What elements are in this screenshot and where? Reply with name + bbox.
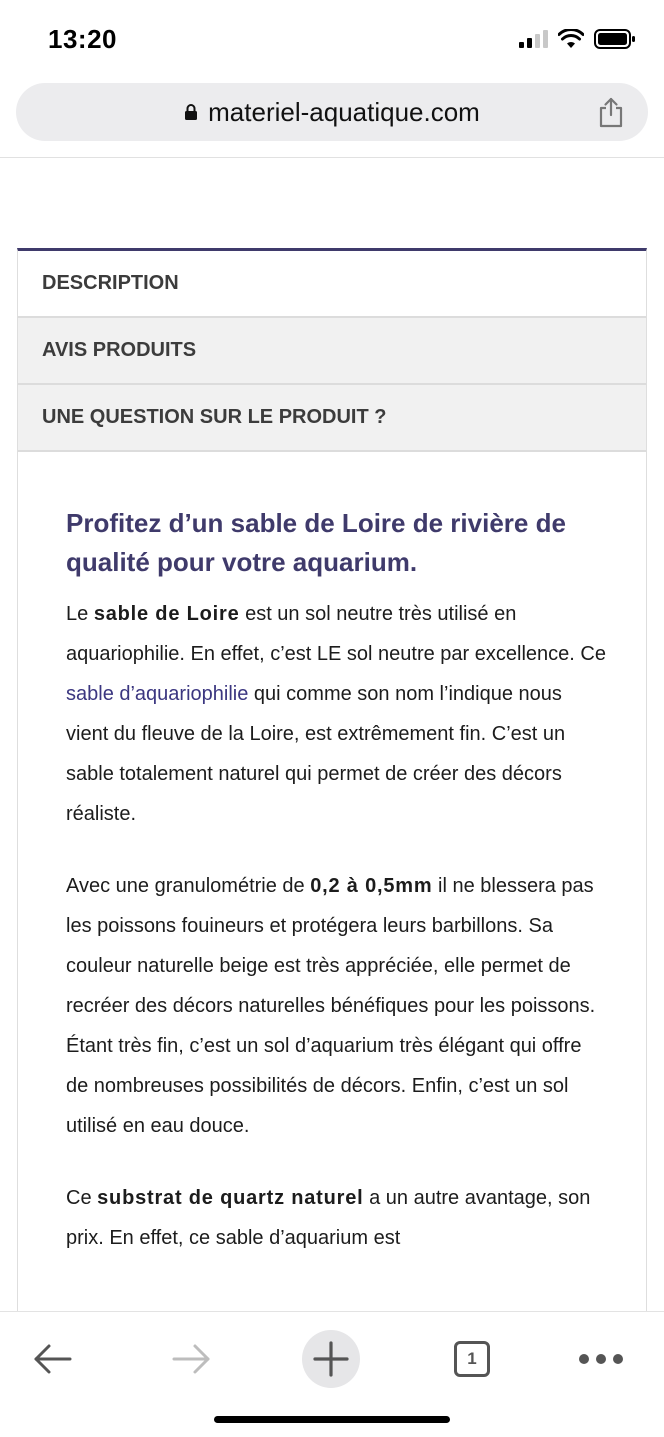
plus-icon	[312, 1340, 350, 1378]
product-tabs	[17, 248, 647, 452]
bold-text: sable de Loire	[93, 603, 240, 625]
bold-text: substrat de quartz naturel	[97, 1187, 364, 1209]
text: Ce	[66, 1187, 98, 1209]
text: il ne blessera pas les poissons fouineurs et protégera leurs barbillons. Sa couleur naturelle beige est très appréciée, elle permet de recréer des décors naturelles bénéfiques pour les poissons. Étant très fin, c’est un sol d’aquarium très élégant qui offre de nombreuses possibilités de décors. Enfin, c’est un sol utilisé en eau douce.	[66, 875, 596, 1137]
paragraph-2	[66, 866, 606, 1146]
status-icons	[519, 28, 636, 50]
new-tab-button[interactable]	[302, 1330, 360, 1388]
lock-icon	[184, 103, 198, 121]
text: qui comme son nom l’indique nous vient du fleuve de la Loire, est extrêmement fin. C’est un sable totalement naturel qui permet de créer des décors réaliste.	[66, 683, 566, 825]
back-button[interactable]	[20, 1324, 84, 1394]
tab-question[interactable]	[17, 385, 647, 452]
top-divider	[0, 157, 664, 158]
url-bar[interactable]	[16, 83, 648, 141]
tab-description[interactable]	[17, 248, 647, 318]
url-content[interactable]	[16, 83, 588, 141]
status-time: 13:20	[48, 24, 117, 54]
battery-icon	[594, 28, 636, 50]
tab-reviews[interactable]	[17, 318, 647, 385]
paragraph-1	[66, 594, 606, 834]
tab-count: 1	[467, 1349, 477, 1368]
text: Le	[66, 603, 94, 625]
sable-aquariophilie-link[interactable]: sable d’aquariophilie	[66, 683, 249, 705]
more-icon	[578, 1353, 624, 1365]
forward-button[interactable]	[160, 1324, 224, 1394]
cellular-signal-icon	[519, 30, 548, 48]
status-bar	[0, 0, 664, 80]
more-button[interactable]	[576, 1324, 626, 1394]
text: est un sol neutre très utilisé en aquariophilie. En effet, c’est LE sol neutre par excellence. Ce	[66, 603, 606, 665]
forward-arrow-icon	[170, 1342, 214, 1376]
back-arrow-icon	[30, 1342, 74, 1376]
tabs-icon	[454, 1341, 490, 1377]
share-icon[interactable]	[596, 96, 626, 128]
description-panel	[17, 452, 647, 1312]
tabs-button[interactable]	[452, 1324, 492, 1394]
url-text: materiel-aquatique.com	[208, 96, 480, 127]
description-headline: Profitez d’un sable de Loire de rivière de qualité pour votre aquarium.	[66, 508, 566, 577]
home-indicator	[214, 1416, 450, 1423]
tab-label: UNE QUESTION SUR LE PRODUIT ?	[42, 406, 387, 428]
tab-label: AVIS PRODUITS	[42, 339, 197, 361]
tab-label: DESCRIPTION	[42, 272, 179, 294]
paragraph-3	[66, 1178, 606, 1258]
text: Avec une granulométrie de	[66, 875, 311, 897]
text: a un autre avantage, son prix. En effet, ce sable d’aquarium est	[66, 1187, 591, 1249]
bold-text: 0,2 à 0,5mm	[310, 875, 433, 897]
description-body	[66, 504, 606, 1290]
wifi-icon	[558, 29, 584, 49]
